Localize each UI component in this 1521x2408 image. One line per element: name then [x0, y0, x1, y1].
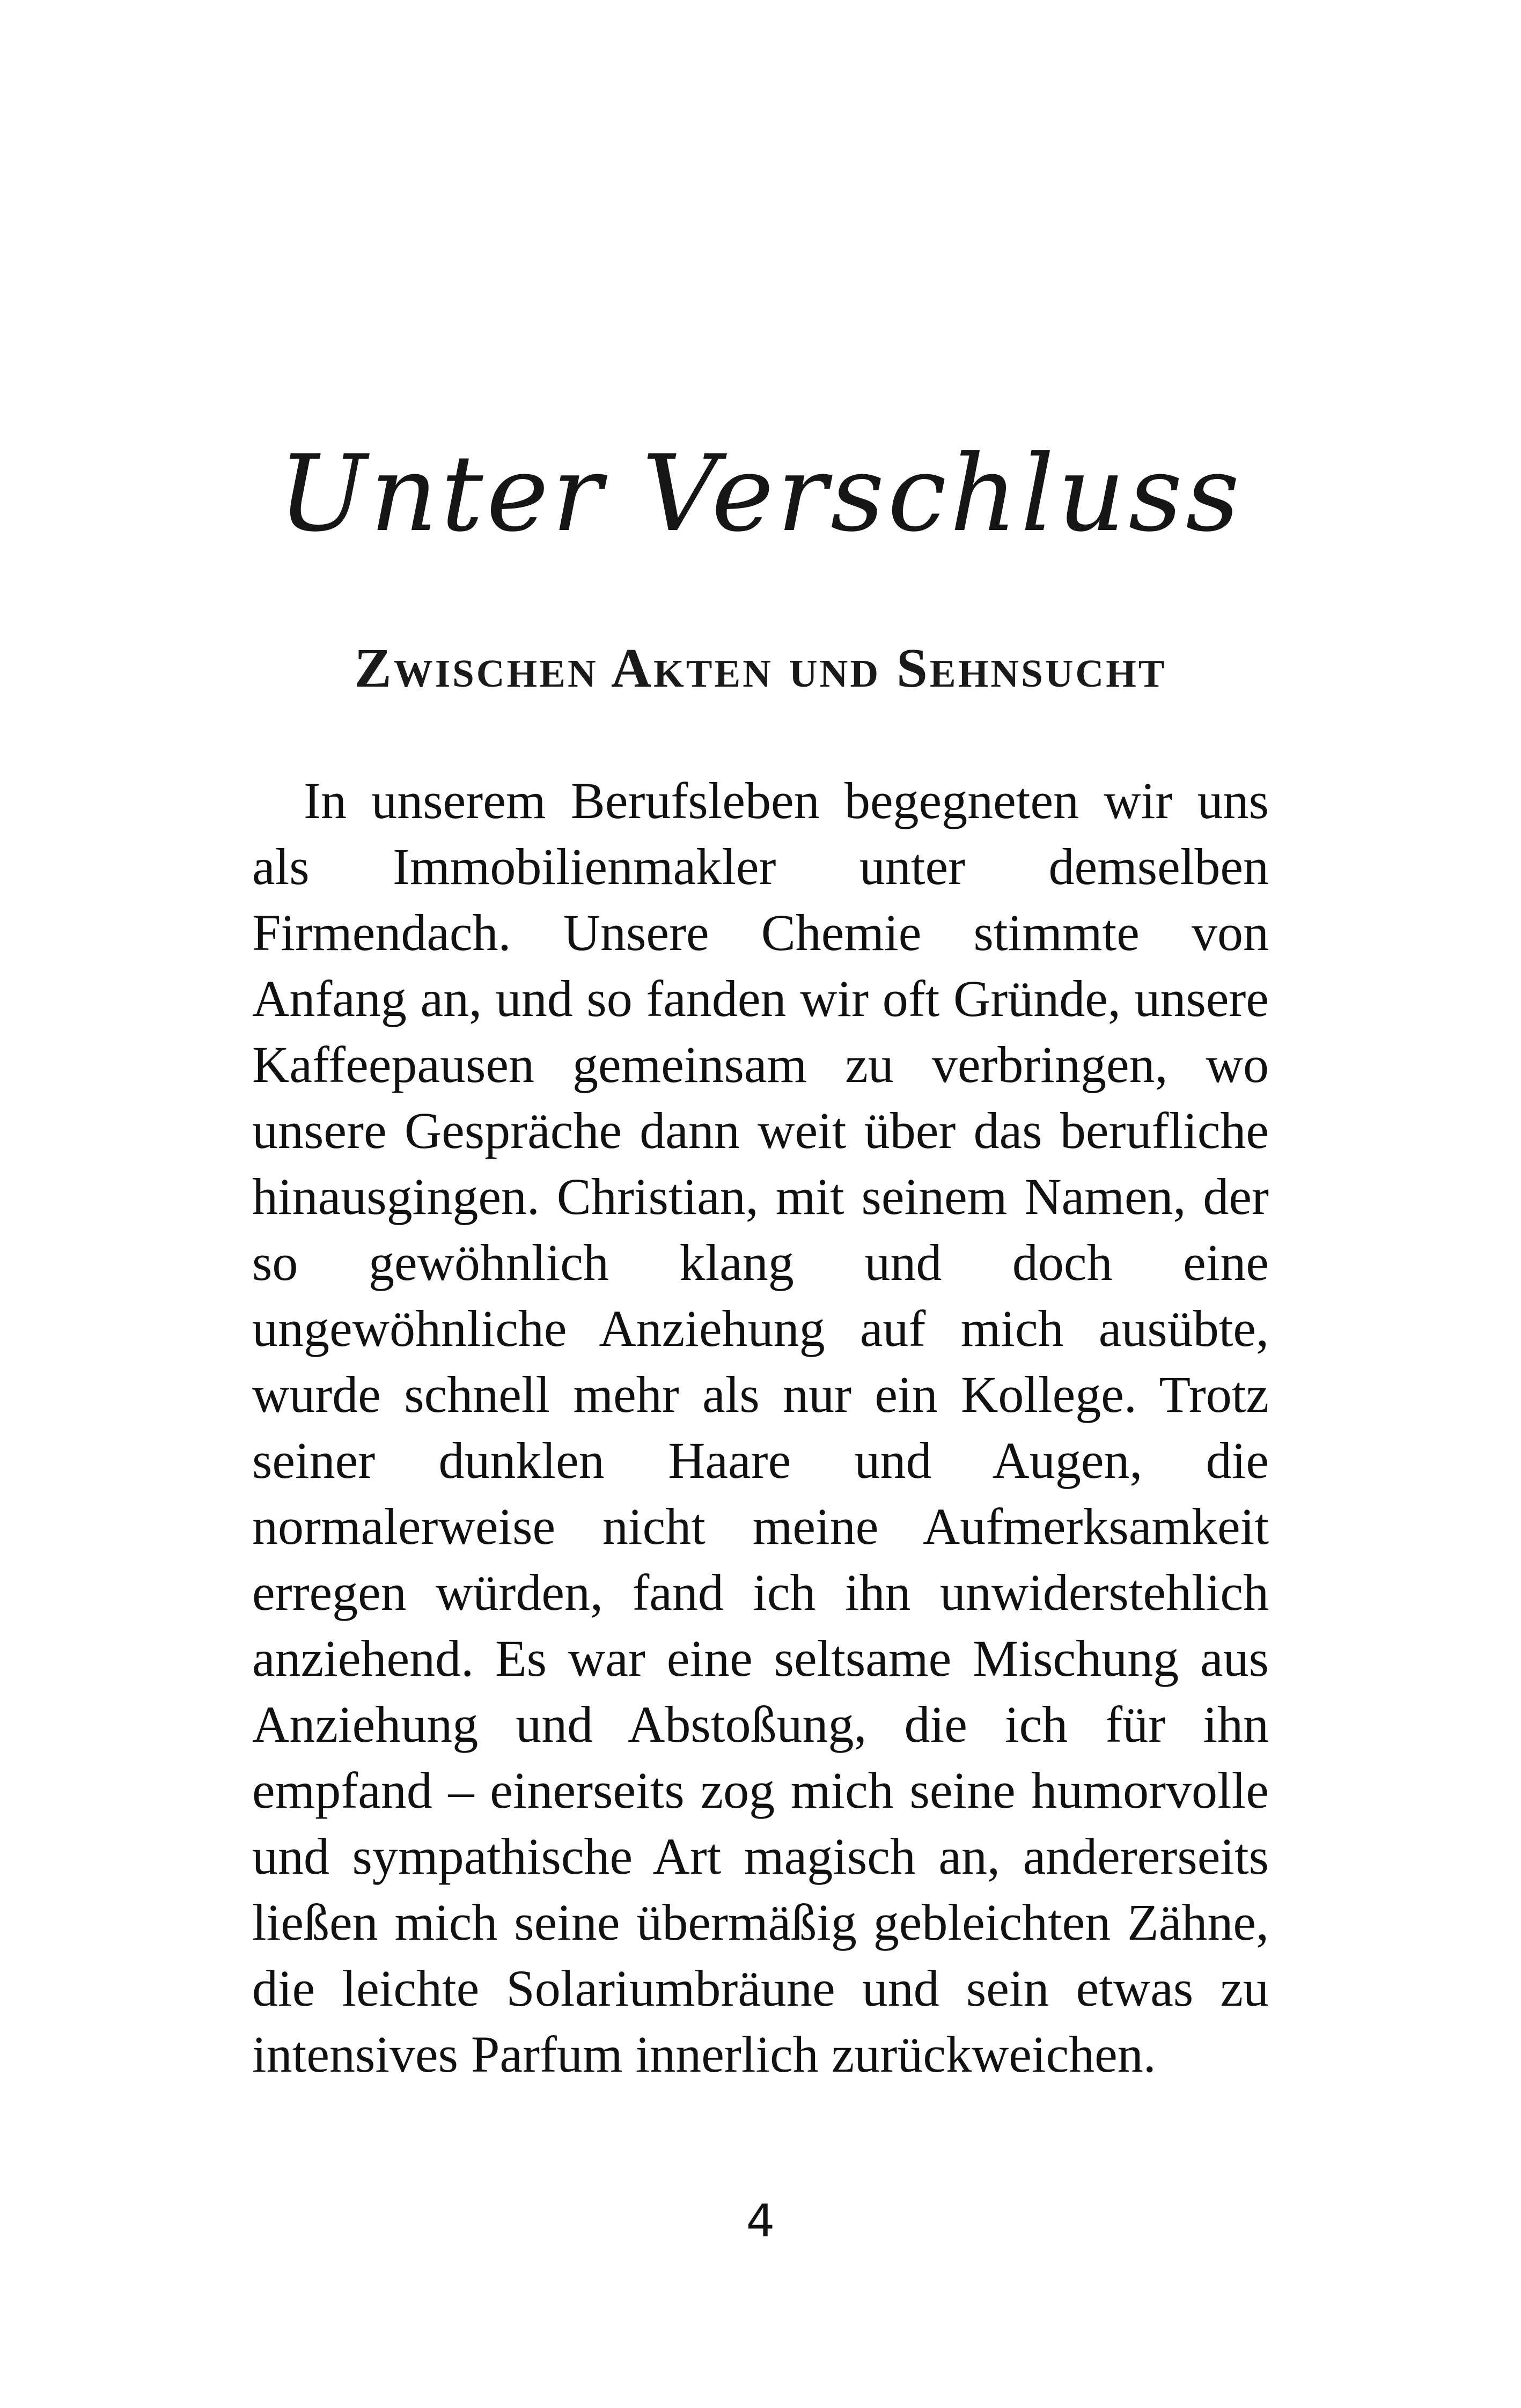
chapter-title: Unter Verschluss — [278, 433, 1243, 556]
chapter-subtitle: Zwischen Akten und Sehnsucht — [354, 637, 1167, 699]
page-number: 4 — [746, 2195, 775, 2247]
body-paragraph: In unserem Berufsleben begegneten wir uns als Immobilienmakler unter demselben Firmendach. Unsere Chemie stimmte von Anfang an, und so fanden wir oft Gründe, unsere Kaffeepausen gemeinsam zu verbringen, wo unsere Gespräche dann weit über das berufliche hinausgingen. Christian, mit seinem Namen, der so gewöhnlich klang und doch eine ungewöhnliche Anziehung auf mich ausübte, wurde schnell mehr als nur ein Kollege. Trotz seiner dunklen Haare und Augen, die normalerweise nicht meine Aufmerksamkeit erregen würden, fand ich ihn unwiderstehlich anziehend. Es war eine seltsame Mischung aus Anziehung und Abstoßung, die ich für ihn empfand – einerseits zog mich seine humorvolle und sympathische Art magisch an, andererseits ließen mich seine übermäßig gebleichten Zähne, die leichte Solariumbräune und sein etwas zu intensives Parfum innerlich zurückweichen. — [252, 772, 1269, 2083]
